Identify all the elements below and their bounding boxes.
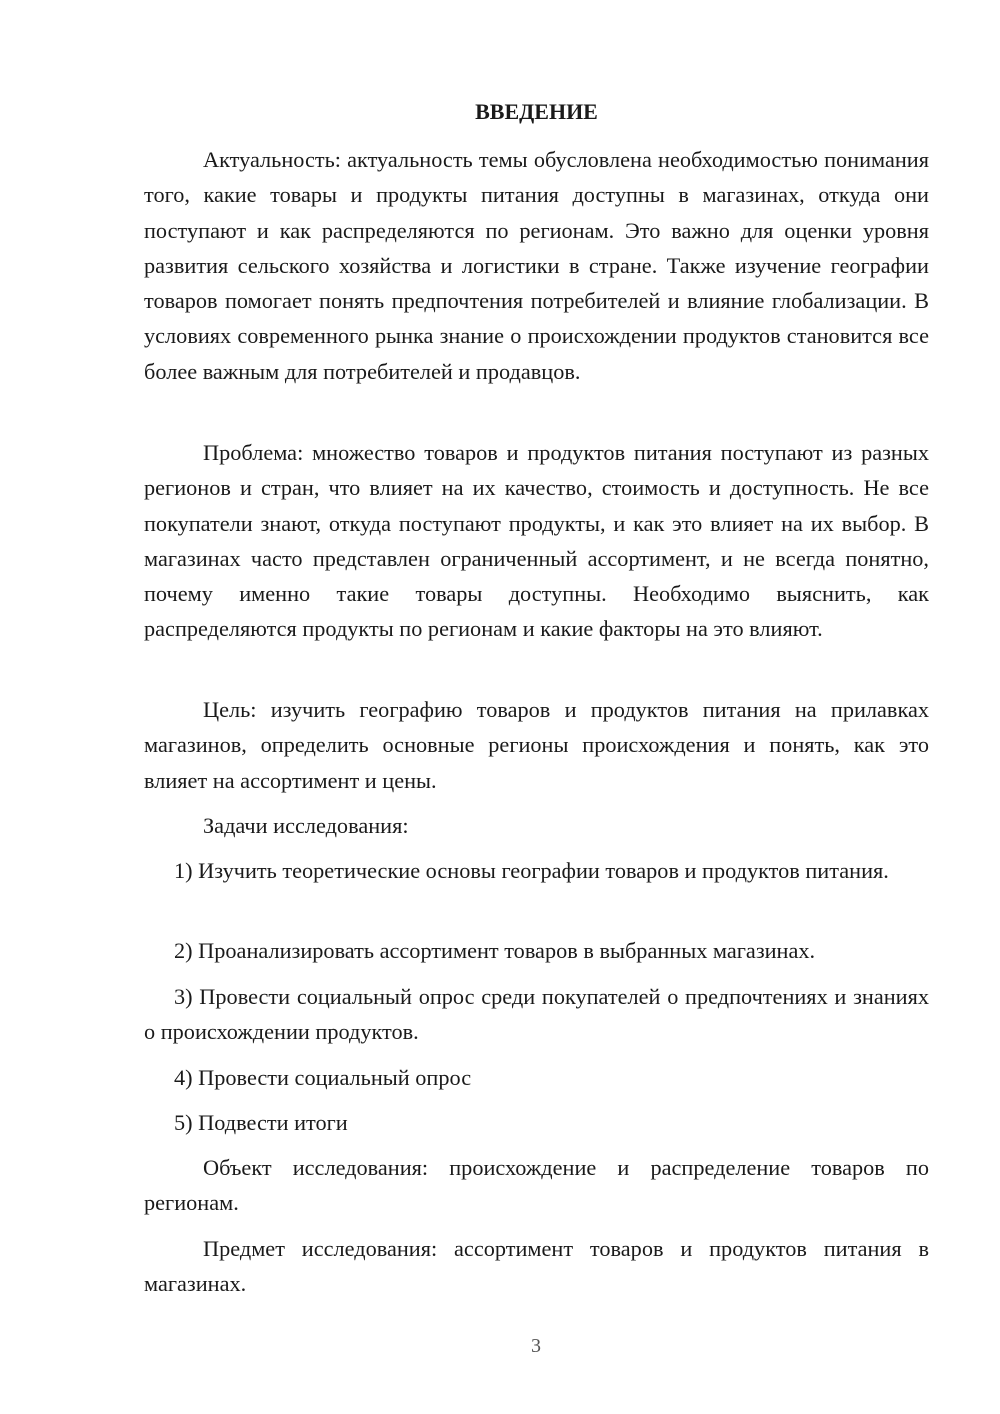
task-item-5: 5) Подвести итоги: [174, 1110, 348, 1135]
section-heading: ВВЕДЕНИЕ: [475, 99, 598, 124]
goal-paragraph: Цель: изучить географию товаров и продуктов питания на прилавках магазинов, определить основные регионы происхождения и понять, как это влияет на ассортимент и цены.: [144, 697, 929, 793]
tasks-heading: Задачи исследования:: [203, 813, 409, 838]
relevance-paragraph: Актуальность: актуальность темы обусловлена необходимостью понимания того, какие товары и продукты питания доступны в магазинах, откуда они поступают и как распределяются по регионам. Это важно для оценки уровня развития сельского хозяйства и логистики в стране. Также изучение географии товаров помогает понять предпочтения потребителей и влияние глобализации. В условиях современного рынка знание о происхождении продуктов становится все более важным для потребителей и продавцов.: [144, 147, 929, 384]
task-item-4: 4) Провести социальный опрос: [174, 1065, 472, 1090]
task-item-1: 1) Изучить теоретические основы географии товаров и продуктов питания.: [174, 858, 889, 883]
task-item-3: 3) Провести социальный опрос среди покупателей о предпочтениях и знаниях о происхождении продуктов.: [144, 984, 929, 1045]
task-item-2: 2) Проанализировать ассортимент товаров в выбранных магазинах.: [174, 938, 816, 963]
problem-paragraph: Проблема: множество товаров и продуктов питания поступают из разных регионов и стран, что влияет на их качество, стоимость и доступность. Не все покупатели знают, откуда поступают продукты, и как это влияет на их выбор. В магазинах часто представлен ограниченный ассортимент, и не всегда понятно, почему именно такие товары доступны. Необходимо выяснить, как распределяются продукты по регионам и какие факторы на это влияют.: [144, 440, 929, 642]
page-number: 3: [531, 1335, 541, 1357]
object-paragraph: Объект исследования: происхождение и распределение товаров по регионам.: [144, 1155, 929, 1216]
subject-paragraph: Предмет исследования: ассортимент товаров и продуктов питания в магазинах.: [144, 1236, 929, 1297]
